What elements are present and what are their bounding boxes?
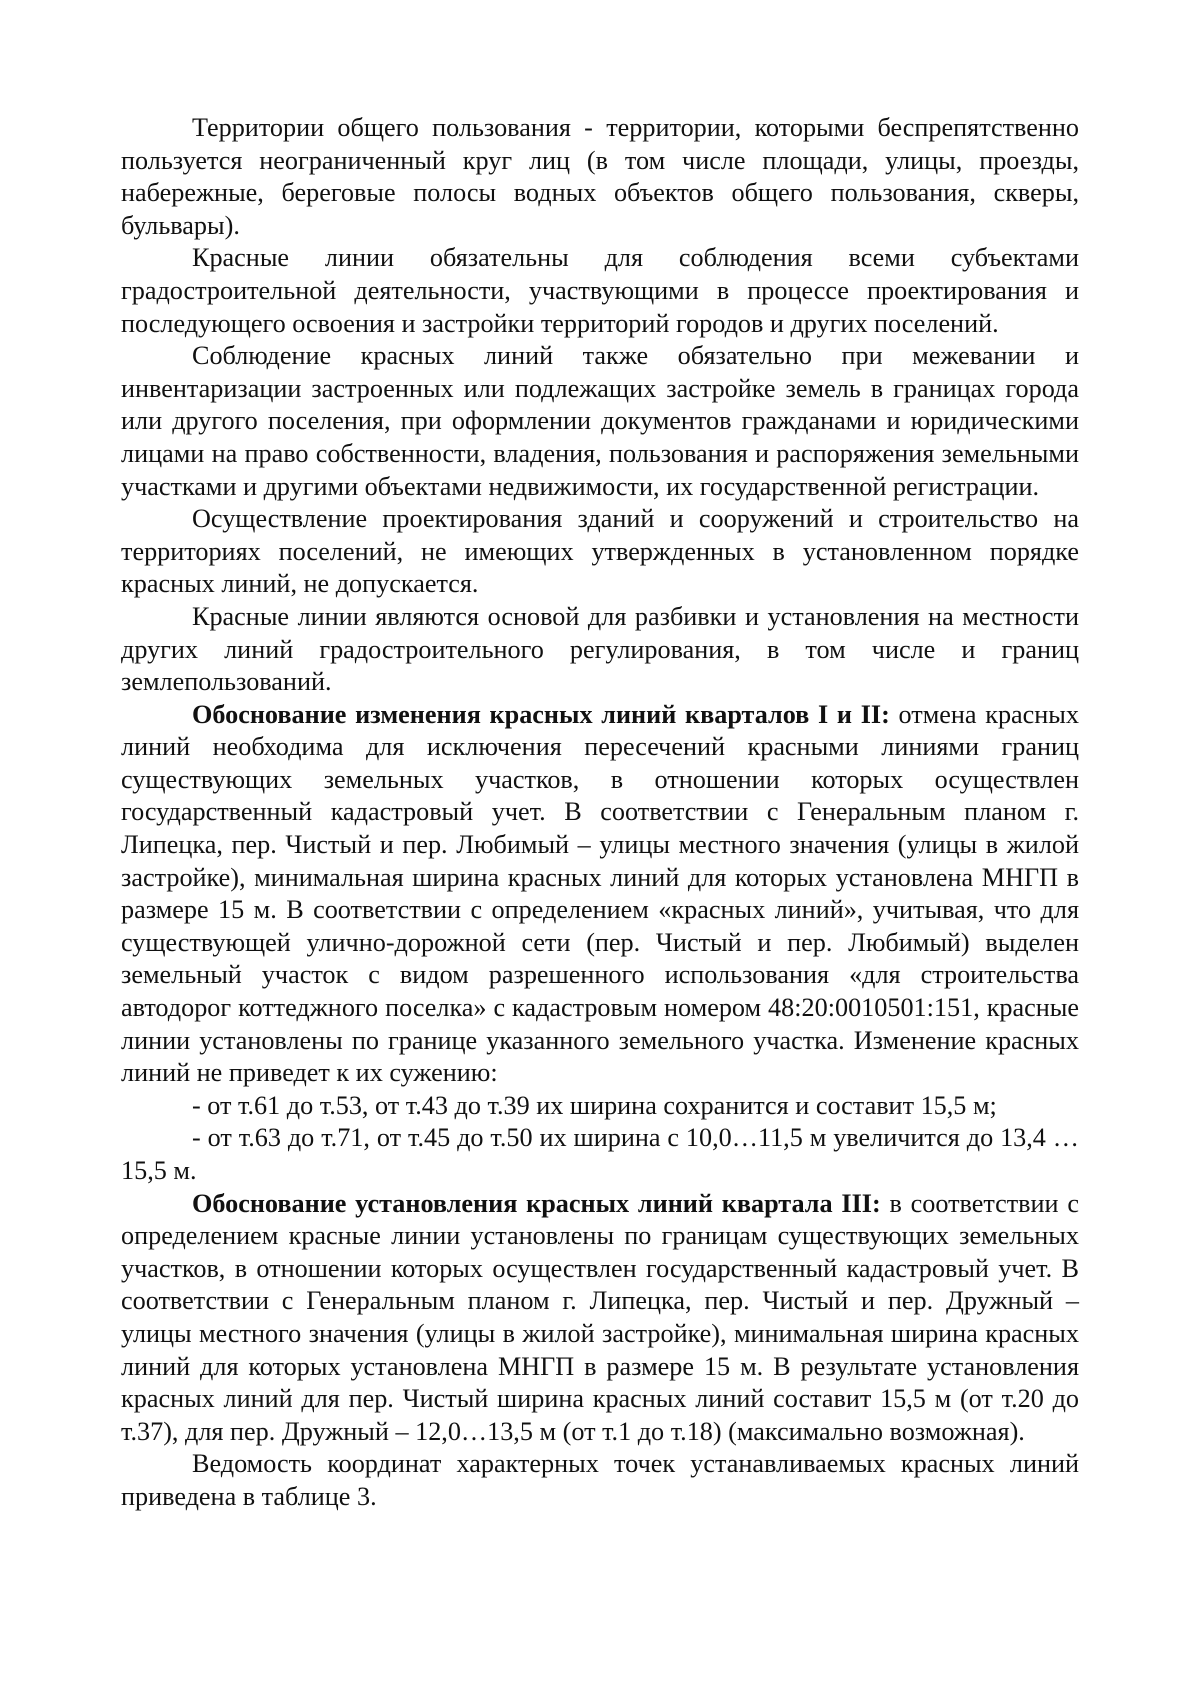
- inline-heading-quarter-3: Обоснование установления красных линий квартала III:: [192, 1188, 881, 1218]
- paragraph-public-territories: Территории общего пользования - территории, которыми беспрепятственно пользуется неограниченный круг лиц (в том числе площади, улицы, проезды, набережные, береговые полосы водных объектов общего пользования, скверы, бульвары).: [121, 113, 1079, 240]
- paragraph-body-quarter-3: в соответствии с определением красные линии установлены по границам существующих земельных участков, в отношении которых осуществлен государственный кадастровый учет. В соответствии с Генеральным планом г. Липецка, пер. Чистый и пер. Дружный – улицы местного значения (улицы в жилой застройке), минимальная ширина красных линий для которых установлена МНГП в размере 15 м. В результате установления красных линий для пер. Чистый ширина красных линий составит 15,5 м (от т.20 до т.37), для пер. Дружный – 12,0…13,5 м (от т.1 до т.18) (максимально возможная).: [121, 1188, 1079, 1446]
- paragraph-red-lines-mandatory: Красные линии обязательны для соблюдения всеми субъектами градостроительной деятельности, участвующими в процессе проектирования и последующего освоения и застройки территорий городов и других поселений.: [121, 243, 1079, 338]
- document-page: [121, 112, 1079, 1514]
- inline-heading-quarters-1-2: Обоснование изменения красных линий кварталов I и II:: [192, 699, 890, 729]
- paragraph-design-prohibited: Осуществление проектирования зданий и сооружений и строительство на территориях поселений, не имеющих утвержденных в установленном порядке красных линий, не допускается.: [121, 504, 1079, 599]
- paragraph-justification-quarters-1-2: [121, 699, 1079, 1090]
- paragraph-coordinates-reference: Ведомость координат характерных точек устанавливаемых красных линий приведена в таблице 3.: [121, 1449, 1079, 1511]
- paragraph-red-lines-compliance: Соблюдение красных линий также обязательно при межевании и инвентаризации застроенных или подлежащих застройке земель в границах города или другого поселения, при оформлении документов гражданами и юридическими лицами на право собственности, владения, пользования и распоряжения земельными участками и другими объектами недвижимости, их государственной регистрации.: [121, 341, 1079, 501]
- paragraph-justification-quarter-3: [121, 1188, 1079, 1449]
- paragraph-body-quarters-1-2: отмена красных линий необходима для исключения пересечений красными линиями границ существующих земельных участков, в отношении которых осуществлен государственный кадастровый учет. В соответствии с Генеральным планом г. Липецка, пер. Чистый и пер. Любимый – улицы местного значения (улицы в жилой застройке), минимальная ширина красных линий для которых установлена МНГП в размере 15 м. В соответствии с определением «красных линий», учитывая, что для существующей улично-дорожной сети (пер. Чистый и пер. Любимый) выделен земельный участок с видом разрешенного использования «для строительства автодорог коттеджного поселка» с кадастровым номером 48:20:0010501:151, красные линии установлены по границе указанного земельного участка. Изменение красных линий не приведет к их сужению:: [121, 699, 1079, 1088]
- list-item-width-preserved: - от т.61 до т.53, от т.43 до т.39 их ширина сохранится и составит 15,5 м;: [192, 1090, 997, 1120]
- list-item-width-increased: - от т.63 до т.71, от т.45 до т.50 их ширина с 10,0…11,5 м увеличится до 13,4 … 15,5 м.: [121, 1123, 1079, 1185]
- paragraph-red-lines-basis: Красные линии являются основой для разбивки и установления на местности других линий градостроительного регулирования, в том числе и границ землепользований.: [121, 601, 1079, 697]
